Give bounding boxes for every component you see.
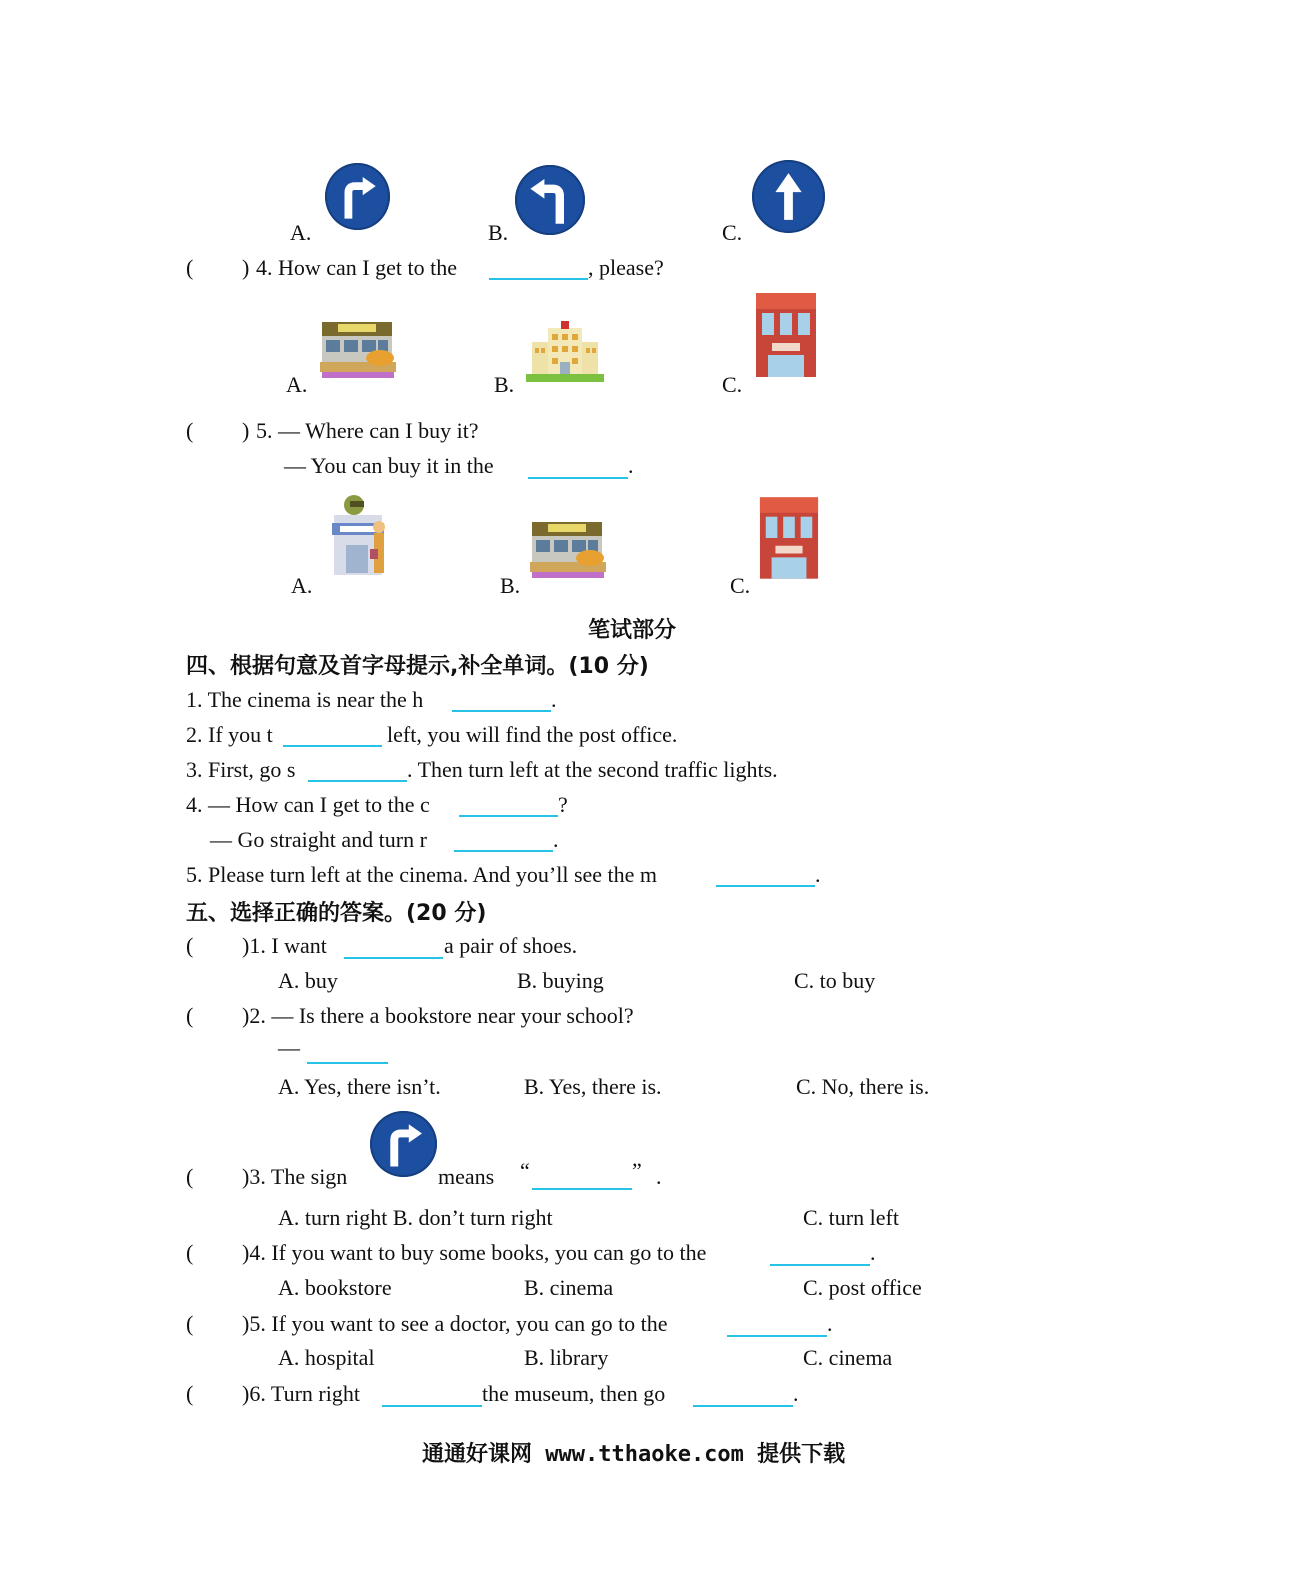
answer-blank[interactable] [382, 1405, 482, 1407]
turn-left-sign-icon [515, 165, 585, 235]
section-5-heading: 五、选择正确的答案。(20 分) [186, 901, 487, 926]
s4-q2-tail: left, you will find the post office. [387, 722, 678, 747]
written-part-title: 笔试部分 [588, 618, 677, 643]
turn-right-sign-icon [325, 163, 390, 230]
s5-q1-option-c: C. to buy [794, 968, 876, 993]
answer-blank[interactable] [532, 1188, 632, 1190]
s4-q4-text: 4. — How can I get to the c [186, 792, 430, 817]
question-stem: 5. — Where can I buy it? [256, 418, 479, 443]
s5-q1-option-a: A. buy [278, 968, 338, 993]
s5-q2-option-c: C. No, there is. [796, 1074, 930, 1099]
straight-ahead-sign-icon [752, 160, 825, 233]
s4-q5-text: 5. Please turn left at the cinema. And you’ll see the m [186, 862, 658, 887]
s5-q1-option-b: B. buying [517, 968, 604, 993]
bookstore-icon [528, 518, 608, 582]
s5-q4-option-b: B. cinema [524, 1275, 614, 1300]
q4-option-c: C. [722, 372, 743, 397]
answer-paren-open: ( [186, 933, 194, 958]
s4-q2-text: 2. If you t [186, 722, 273, 747]
answer-paren-close: ) [242, 418, 250, 443]
answer-paren-open: ( [186, 418, 194, 443]
answer-blank[interactable] [489, 278, 588, 280]
answer-blank[interactable] [344, 957, 443, 959]
s5-q3-open-quote: “ [520, 1158, 530, 1183]
s5-q5-option-b: B. library [524, 1345, 609, 1370]
section-4-heading: 四、根据句意及首字母提示,补全单词。(10 分) [186, 654, 649, 679]
s5-q2-dash: — [278, 1035, 300, 1060]
post-office-icon [758, 496, 820, 580]
cinema-icon [330, 493, 390, 578]
bookstore-icon [318, 318, 398, 382]
s4-q3-text: 3. First, go s [186, 757, 296, 782]
s5-q4-option-c: C. post office [803, 1275, 922, 1300]
s5-q3-option-c: C. turn left [803, 1205, 899, 1230]
answer-paren-open: ( [186, 1240, 194, 1265]
answer-blank[interactable] [452, 710, 551, 712]
s5-q4-label: )4. If you want to buy some books, you can go to the [242, 1240, 707, 1265]
s4-q1-text: 1. The cinema is near the h [186, 687, 424, 712]
answer-paren-open: ( [186, 1381, 194, 1406]
answer-paren-open: ( [186, 1311, 194, 1336]
s5-q3-options-ab: A. turn right B. don’t turn right [278, 1205, 553, 1230]
s5-q6-tail: . [793, 1381, 799, 1406]
q3-option-a: A. [290, 220, 312, 245]
answer-blank[interactable] [770, 1264, 870, 1266]
turn-right-sign-icon [370, 1111, 437, 1177]
s4-q4b-text: — Go straight and turn r [210, 827, 427, 852]
s5-q2-option-b: B. Yes, there is. [524, 1074, 662, 1099]
s5-q2-label: )2. — Is there a bookstore near your school? [242, 1003, 634, 1028]
answer-blank[interactable] [727, 1335, 827, 1337]
s4-q1-tail: . [551, 687, 557, 712]
s5-q1-tail: a pair of shoes. [444, 933, 578, 958]
s5-q4-tail: . [870, 1240, 876, 1265]
s5-q3-period: . [656, 1164, 662, 1189]
answer-paren-open: ( [186, 255, 194, 280]
post-office-icon [754, 293, 818, 377]
s5-q5-label: )5. If you want to see a doctor, you can go to the [242, 1311, 668, 1336]
answer-blank[interactable] [307, 1062, 388, 1064]
q3-option-b: B. [488, 220, 509, 245]
s5-q6-label: )6. Turn right [242, 1381, 360, 1406]
s5-q5-tail: . [827, 1311, 833, 1336]
s5-q5-option-c: C. cinema [803, 1345, 893, 1370]
s4-q4b-tail: . [553, 827, 559, 852]
s4-q4-tail: ? [558, 792, 568, 817]
q3-option-c: C. [722, 220, 743, 245]
question-stem-answer: — You can buy it in the [284, 453, 494, 478]
hospital-icon [526, 320, 604, 382]
s5-q1-label: )1. I want [242, 933, 327, 958]
s4-q3-tail: . Then turn left at the second traffic lights. [407, 757, 778, 782]
answer-blank[interactable] [308, 780, 407, 782]
s5-q3-means: means [438, 1164, 495, 1189]
question-tail: , please? [588, 255, 664, 280]
answer-blank[interactable] [454, 850, 553, 852]
s5-q5-option-a: A. hospital [278, 1345, 375, 1370]
q4-option-a: A. [286, 372, 308, 397]
answer-blank[interactable] [528, 477, 628, 479]
footer-source: 通通好课网 www.tthaoke.com 提供下载 [422, 1442, 846, 1467]
answer-blank[interactable] [716, 885, 815, 887]
s5-q2-option-a: A. Yes, there isn’t. [278, 1074, 441, 1099]
q5-option-c: C. [730, 573, 751, 598]
s4-q5-tail: . [815, 862, 821, 887]
s5-q3-label: )3. The sign [242, 1164, 348, 1189]
s5-q6-mid: the museum, then go [482, 1381, 666, 1406]
answer-paren-open: ( [186, 1164, 194, 1189]
question-tail: . [628, 453, 634, 478]
q5-option-a: A. [291, 573, 313, 598]
answer-paren-open: ( [186, 1003, 194, 1028]
q5-option-b: B. [500, 573, 521, 598]
answer-paren-close: ) [242, 255, 250, 280]
q4-option-b: B. [494, 372, 515, 397]
answer-blank[interactable] [283, 745, 382, 747]
answer-blank[interactable] [693, 1405, 793, 1407]
s5-q3-close-quote: ” [632, 1158, 642, 1183]
answer-blank[interactable] [459, 815, 558, 817]
s5-q4-option-a: A. bookstore [278, 1275, 392, 1300]
question-stem: 4. How can I get to the [256, 255, 457, 280]
